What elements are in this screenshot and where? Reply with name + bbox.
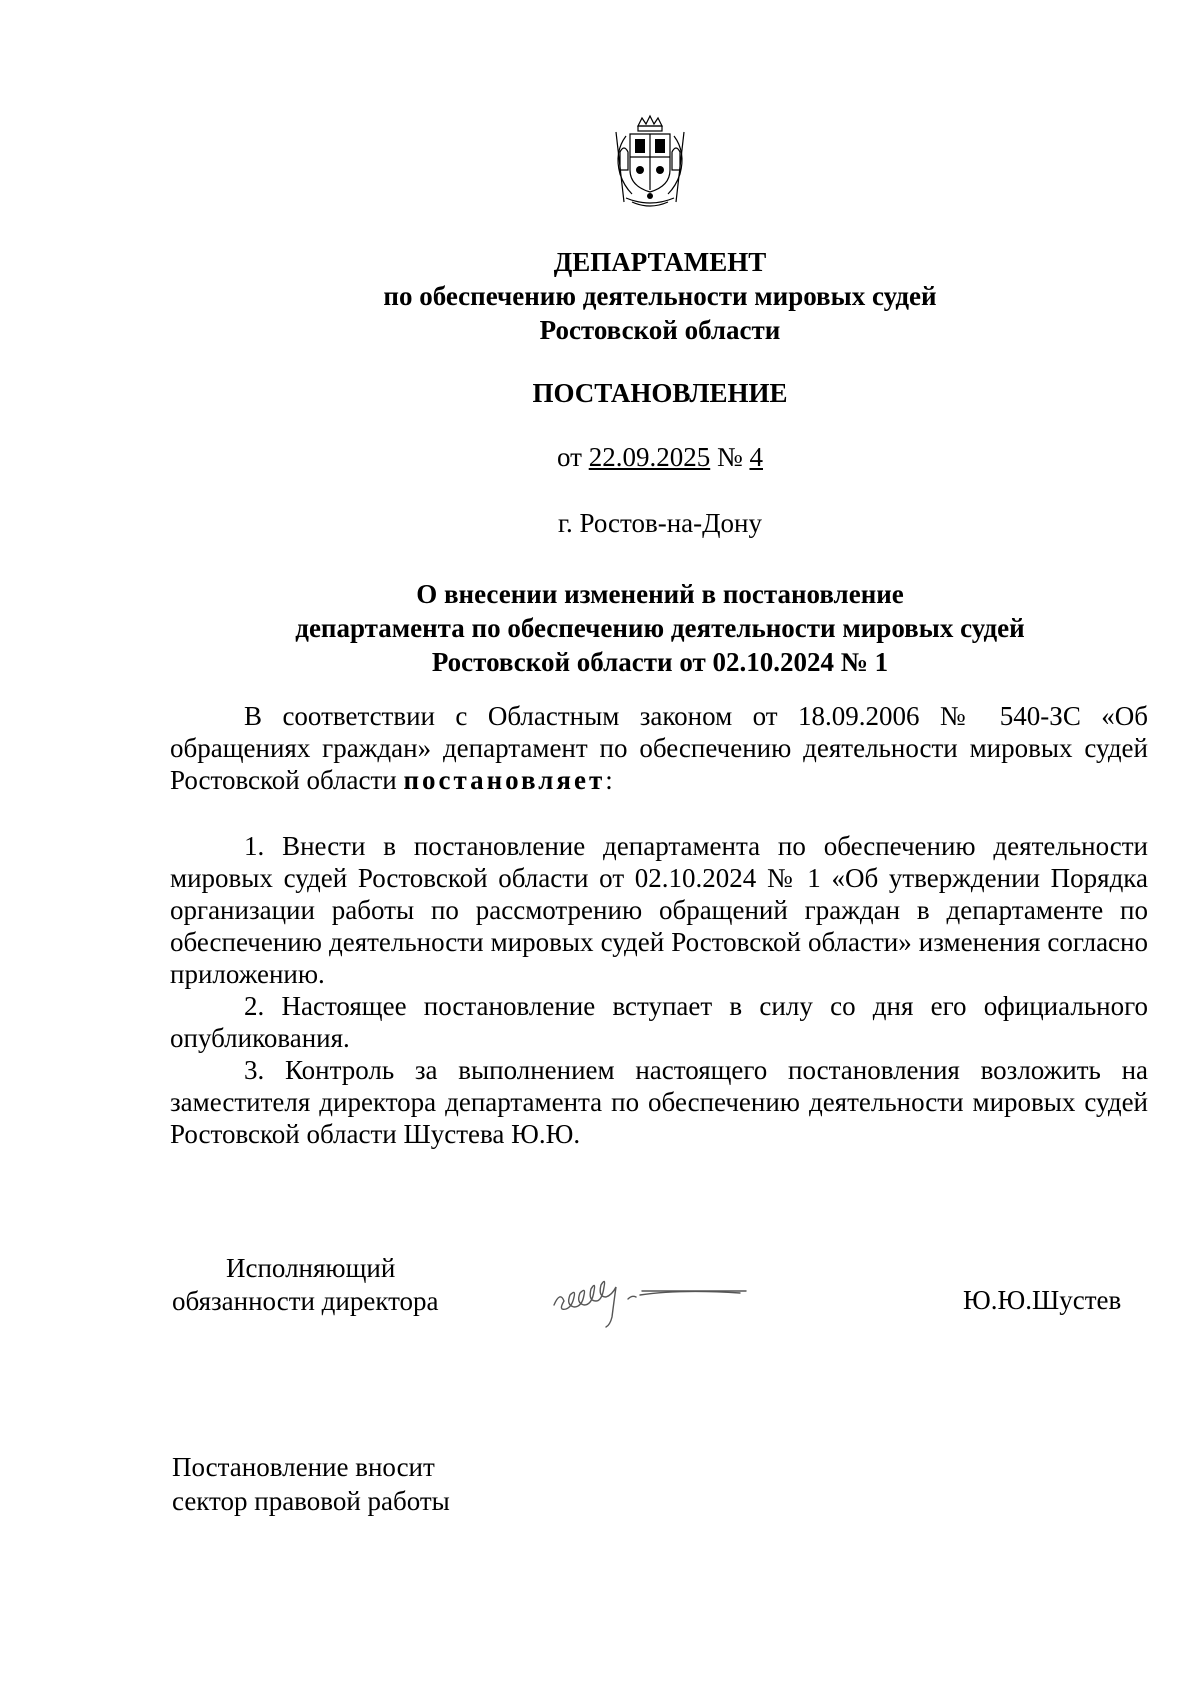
date-line [170, 442, 1150, 473]
note-line-2: сектор правовой работы [172, 1486, 450, 1516]
preamble-text: В соответствии с Областным законом от 18.09.2006 № 540-ЗС «Об обращениях граждан» департамент по обеспечению деятельности мировых судей Ростовской области [170, 701, 1148, 795]
document-type: ПОСТАНОВЛЕНИЕ [532, 378, 788, 408]
signatory-name: Ю.Ю.Шустев [963, 1285, 1122, 1315]
point-3: 3. Контроль за выполнением настоящего постановления возложить на заместителя директора департамента по обеспечению деятельности мировых судей Ростовской области Шустева Ю.Ю. [170, 1055, 1148, 1149]
submission-note [172, 1450, 450, 1518]
document-number: 4 [749, 442, 763, 472]
point-1: 1. Внести в постановление департамента по обеспечению деятельности мировых судей Ростовской области от 02.10.2024 № 1 «Об утверждении Порядка организации работы по рассмотрению обращений граждан в департаменте по обеспечению деятельности мировых судей Ростовской области» изменения согласно приложению. [170, 831, 1148, 989]
title-line-3: Ростовской области от 02.10.2024 № 1 [431, 647, 889, 677]
note-line-1: Постановление вносит [172, 1452, 435, 1482]
position-line-1: Исполняющий [226, 1253, 396, 1283]
title-line-2: департамента по обеспечению деятельности мировых судей [295, 613, 1025, 643]
header-line-1: ДЕПАРТАМЕНТ [553, 247, 767, 277]
title-line-1: О внесении изменений в постановление [416, 579, 904, 609]
point-2: 2. Настоящее постановление вступает в силу со дня его официального опубликования. [170, 991, 1148, 1053]
document-title [170, 577, 1150, 679]
resolution-points [170, 830, 1148, 1150]
signatory-position [172, 1252, 439, 1318]
number-sign: № [716, 442, 743, 472]
preamble-emphasis: постановляет [403, 765, 606, 795]
date-prefix: от [557, 442, 582, 472]
position-line-2: обязанности директора [172, 1286, 439, 1316]
coat-of-arms-icon [602, 112, 698, 212]
preamble-paragraph [170, 700, 1148, 796]
preamble-suffix: : [605, 765, 613, 795]
header-line-2: по обеспечению деятельности мировых судей [383, 281, 937, 311]
city: г. Ростов-на-Дону [557, 508, 762, 538]
handwritten-signature [550, 1265, 750, 1345]
document-date: 22.09.2025 [588, 442, 711, 472]
header-line-3: Ростовской области [539, 315, 781, 345]
department-header [170, 245, 1150, 347]
